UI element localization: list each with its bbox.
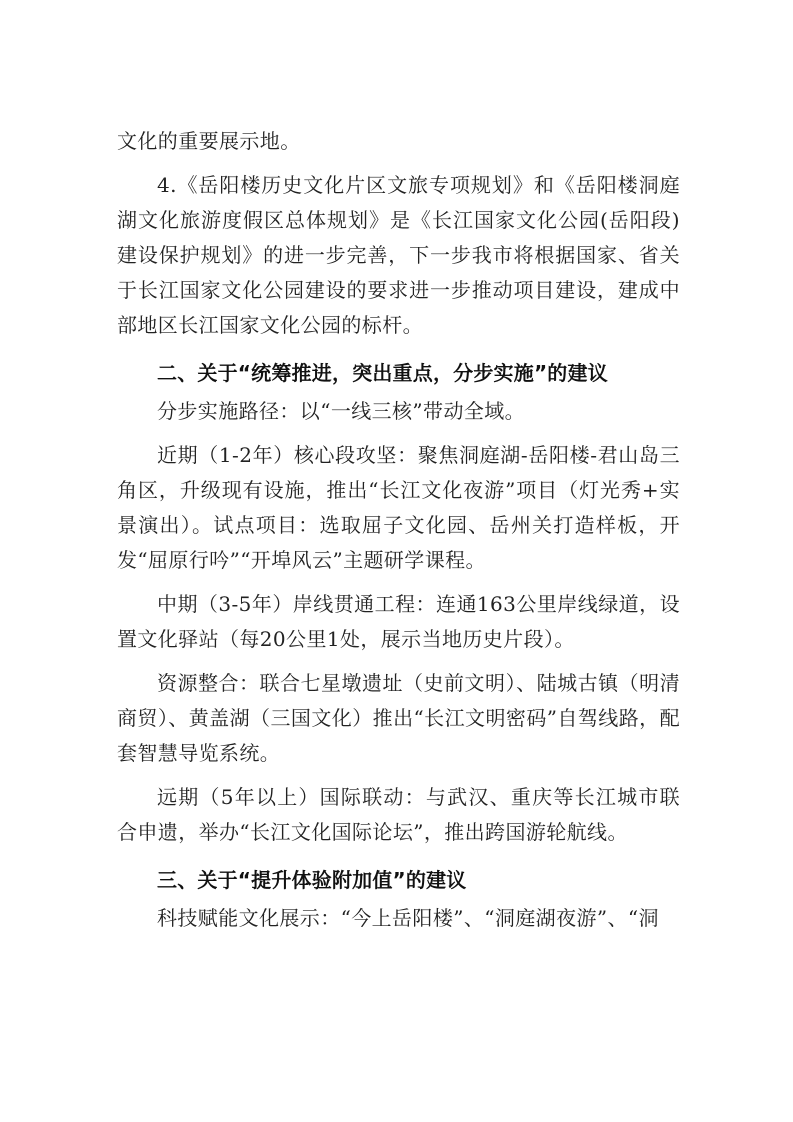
paragraph-short-term: 近期（1-2年）核心段攻坚：聚焦洞庭湖-岳阳楼-君山岛三角区，升级现有设施，推出“长江文化夜游”项目（灯光秀+实景演出）。试点项目：选取屈子文化园、岳州关打造样板，开发“屈原行吟”“开埠风云”主题研学课程。 [117, 443, 680, 572]
paragraph-resource-integration: 资源整合：联合七星墩遗址（史前文明）、陆城古镇（明清商贸）、黄盖湖（三国文化）推出“长江文明密码”自驾线路，配套智慧导览系统。 [117, 671, 680, 765]
paragraph-gap [117, 429, 680, 438]
document-page [117, 124, 680, 936]
paragraph-mid-term: 中期（3-5年）岸线贯通工程：连通163公里岸线绿道，设置文化驿站（每20公里1处，展示当地历史片段）。 [117, 592, 680, 651]
paragraph-planning-note: 4.《岳阳楼历史文化片区文旅专项规划》和《岳阳楼洞庭湖文化旅游度假区总体规划》是《长江国家文化公园(岳阳段)建设保护规划》的进一步完善，下一步我市将根据国家、省关于长江国家文化公园建设的要求进一步推动项目建设，建成中部地区长江国家文化公园的标杆。 [117, 173, 680, 337]
paragraph-gap [117, 343, 680, 352]
paragraph-long-term: 远期（5年以上）国际联动：与武汉、重庆等长江城市联合申遗，举办“长江文化国际论坛”，推出跨国游轮航线。 [117, 785, 680, 844]
paragraph-tech-empowerment: 科技赋能文化展示：“今上岳阳楼”、“洞庭湖夜游”、“洞 [157, 906, 659, 930]
section-heading-3: 三、关于“提升体验附加值”的建议 [157, 868, 467, 892]
paragraph-gap [117, 159, 680, 168]
paragraph-gap [117, 850, 680, 859]
paragraph-continuation: 文化的重要展示地。 [117, 129, 301, 153]
paragraph-gap [117, 657, 680, 666]
paragraph-implementation-path: 分步实施路径：以“一线三核”带动全域。 [157, 399, 526, 423]
paragraph-gap [117, 771, 680, 780]
section-heading-2: 二、关于“统筹推进，突出重点，分步实施”的建议 [157, 361, 608, 385]
paragraph-gap [117, 578, 680, 587]
